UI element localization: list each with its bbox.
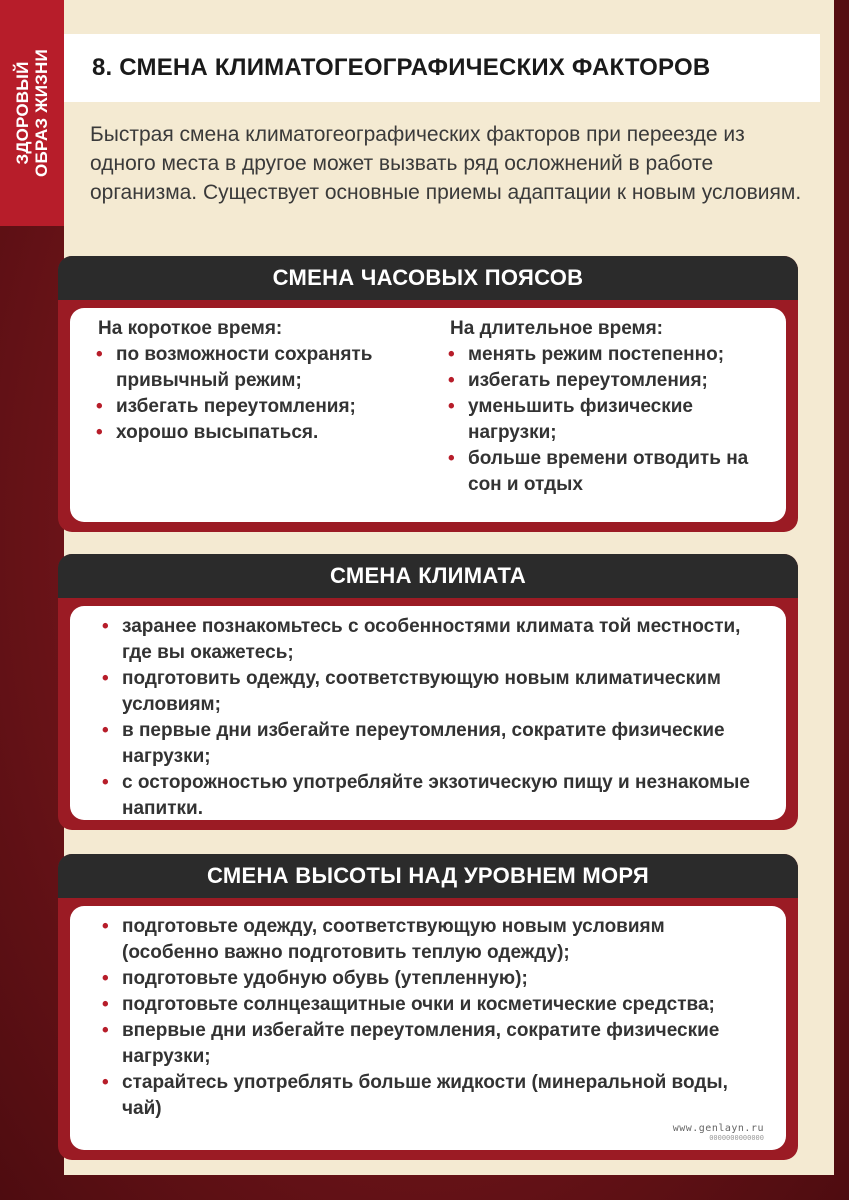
list-item: • подготовить одежду, соответствующую новым климатическим условиям; [102,668,721,715]
bullet-icon: • [102,772,109,793]
side-tab-text: ЗДОРОВЫЙ ОБРАЗ ЖИЗНИ [13,49,51,177]
list-item: • по возможности сохранять привычный режим; [96,344,373,391]
list-item: • подготовьте солнцезащитные очки и косметические средства; [98,992,766,1018]
list-item: • с осторожностью употребляйте экзотическую пищу и незнакомые напитки. [102,772,750,819]
bullet-icon: • [102,994,109,1015]
long-term-list [444,342,786,498]
bullet-icon: • [448,344,455,365]
altitude-card [58,854,798,1160]
list-item: • больше времени отводить на сон и отдых [448,448,749,495]
long-term-title: На длительное время: [450,318,663,339]
timezones-body [70,308,786,522]
bullet-icon: • [102,616,109,637]
climate-header: СМЕНА КЛИМАТА [58,554,798,598]
short-term-column [92,316,432,446]
bullet-icon: • [96,396,103,417]
bullet-icon: • [448,370,455,391]
timezones-card [58,256,798,532]
bullet-icon: • [96,344,103,365]
list-item: • менять режим постепенно; [444,342,786,368]
list-item: • подготовьте одежду, соответствующую новым условиям (особенно важно подготовить теплую одежду); [102,916,665,963]
climate-card [58,554,798,830]
climate-body [70,606,786,820]
watermark-site: www.genlayn.ru [672,1123,764,1134]
altitude-list [98,914,766,1122]
list-item: • подготовьте удобную обувь (утепленную); [98,966,766,992]
altitude-header: СМЕНА ВЫСОТЫ НАД УРОВНЕМ МОРЯ [58,854,798,898]
title-bar [64,34,820,102]
short-term-title: На короткое время: [98,318,283,339]
page-title: 8. СМЕНА КЛИМАТОГЕОГРАФИЧЕСКИХ ФАКТОРОВ [92,54,711,81]
watermark-code: 0000000000000 [709,1134,764,1142]
list-item: • избегать переутомления; [92,394,432,420]
bullet-icon: • [102,1072,109,1093]
bullet-icon: • [102,1020,109,1041]
intro-paragraph: Быстрая смена климатогеографических факторов при переезде из одного места в другое может вызвать ряд осложнений в работе организма. Существует основные приемы адаптации к новым условиям. [90,123,802,204]
list-item: • уменьшить физические нагрузки; [448,396,693,443]
climate-list [98,614,766,822]
bullet-icon: • [102,668,109,689]
list-item: • заранее познакомьтесь с особенностями климата той местности, где вы окажетесь; [102,616,741,663]
watermark [673,1123,764,1142]
short-term-list [92,342,432,446]
side-category-tab [0,0,64,226]
list-item: • хорошо высыпаться. [92,420,432,446]
list-item: • впервые дни избегайте переутомления, сократите физические нагрузки; [102,1020,720,1067]
bullet-icon: • [102,916,109,937]
bullet-icon: • [96,422,103,443]
list-item: • избегать переутомления; [444,368,786,394]
bullet-icon: • [102,720,109,741]
list-item: • старайтесь употреблять больше жидкости (минеральной воды, чай) [102,1072,728,1119]
bullet-icon: • [448,448,455,469]
list-item: • в первые дни избегайте переутомления, сократите физические нагрузки; [102,720,725,767]
long-term-column [444,316,786,498]
altitude-body [70,906,786,1150]
bullet-icon: • [448,396,455,417]
bullet-icon: • [102,968,109,989]
timezones-header: СМЕНА ЧАСОВЫХ ПОЯСОВ [58,256,798,300]
